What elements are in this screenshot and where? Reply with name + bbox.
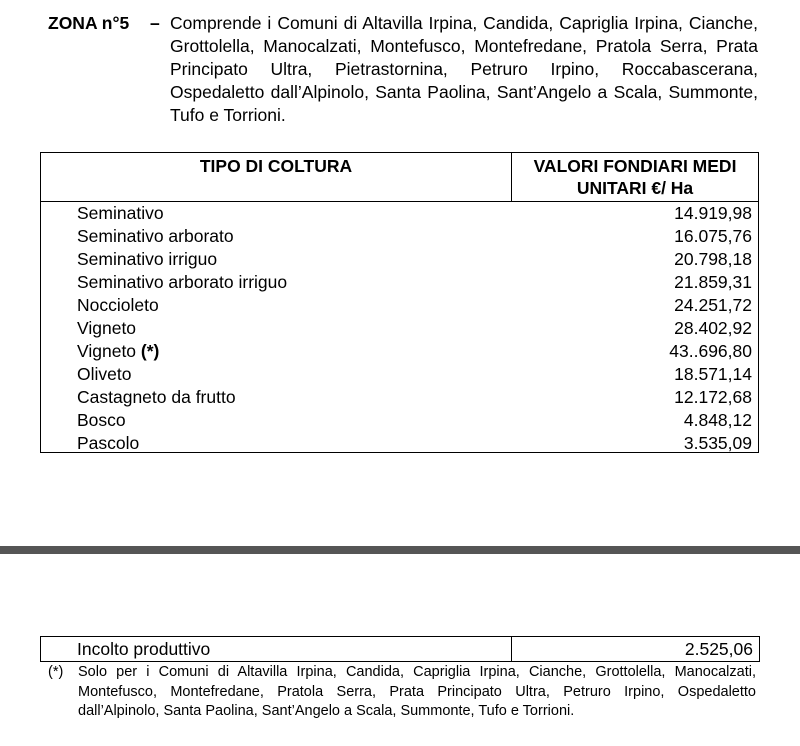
table-row — [41, 363, 758, 386]
land-values-table — [40, 152, 759, 453]
crop-value: 24.251,72 — [674, 295, 752, 315]
crop-name: Castagneto da frutto — [77, 387, 236, 407]
table-row — [41, 317, 758, 340]
crop-name-text: Vigneto — [77, 341, 141, 361]
table-row — [41, 248, 758, 271]
continued-table — [40, 636, 760, 662]
crop-value: 18.571,14 — [674, 364, 752, 384]
table-row — [41, 225, 758, 248]
table-row — [41, 432, 758, 455]
crop-name — [77, 340, 159, 363]
crop-value: 2.525,06 — [684, 639, 753, 659]
table-row — [41, 340, 758, 363]
crop-value: 16.075,76 — [674, 226, 752, 246]
crop-name: Noccioleto — [77, 295, 159, 315]
table-body — [41, 202, 758, 455]
zona-description: Comprende i Comuni di Altavilla Irpina, Candida, Capriglia Irpina, Cianche, Grottolella, Manocalzati, Montefusco, Montefredane, Pratola Serra, Prata Principato Ultra, Pietrastornina, Petruro Irpino, Roccabascerana, Ospedaletto dall’Alpinolo, Santa Paolina, Sant’Angelo a Scala, Summonte, Tufo e Torrioni. — [170, 13, 758, 125]
footnote-marker: (*) — [140, 341, 160, 361]
crop-value: 21.859,31 — [674, 272, 752, 292]
crop-value: 20.798,18 — [674, 249, 752, 269]
header-land-values-line2: UNITARI €/ Ha — [576, 178, 694, 198]
crop-name: Seminativo arborato — [77, 226, 234, 246]
crop-name: Seminativo arborato irriguo — [77, 272, 288, 292]
crop-value: 12.172,68 — [674, 387, 752, 407]
footnote-text: Solo per i Comuni di Altavilla Irpina, Candida, Capriglia Irpina, Cianche, Grottolella, Manocalzati, Montefusco, Montefredane, Pratola Serra, Prata Principato Ultra, Petruro Irpino, Ospedaletto dall’Alpinolo, Santa Paolina, Sant’Angelo a Scala, Summonte, Tufo e Torrioni. — [78, 664, 756, 719]
zona-heading — [48, 12, 758, 127]
crop-name: Pascolo — [77, 433, 140, 453]
table-row — [41, 294, 758, 317]
page-separator-bar — [0, 546, 800, 554]
header-land-values — [512, 155, 758, 199]
crop-name: Bosco — [77, 410, 126, 430]
zona-label: ZONA n°5 — [48, 13, 130, 33]
header-land-values-line1: VALORI FONDIARI MEDI — [533, 156, 737, 176]
table-row — [41, 202, 758, 225]
crop-value: 28.402,92 — [674, 318, 752, 338]
crop-name: Seminativo — [77, 203, 164, 223]
crop-value: 14.919,98 — [674, 203, 752, 223]
zona-dash: – — [150, 13, 160, 33]
footnote — [48, 663, 756, 722]
table-row — [41, 386, 758, 409]
crop-name: Seminativo irriguo — [77, 249, 218, 269]
crop-value: 43..696,80 — [669, 341, 752, 361]
column-divider — [511, 637, 512, 661]
crop-name: Vigneto — [77, 318, 137, 338]
table-row — [41, 409, 758, 432]
crop-name: Incolto produttivo — [77, 639, 211, 659]
table-row — [41, 271, 758, 294]
crop-value: 4.848,12 — [683, 410, 752, 430]
crop-name: Oliveto — [77, 364, 132, 384]
header-crop-type: TIPO DI COLTURA — [199, 156, 353, 176]
footnote-mark: (*) — [48, 664, 64, 680]
table-header-row — [41, 153, 758, 202]
crop-value: 3.535,09 — [683, 433, 752, 453]
